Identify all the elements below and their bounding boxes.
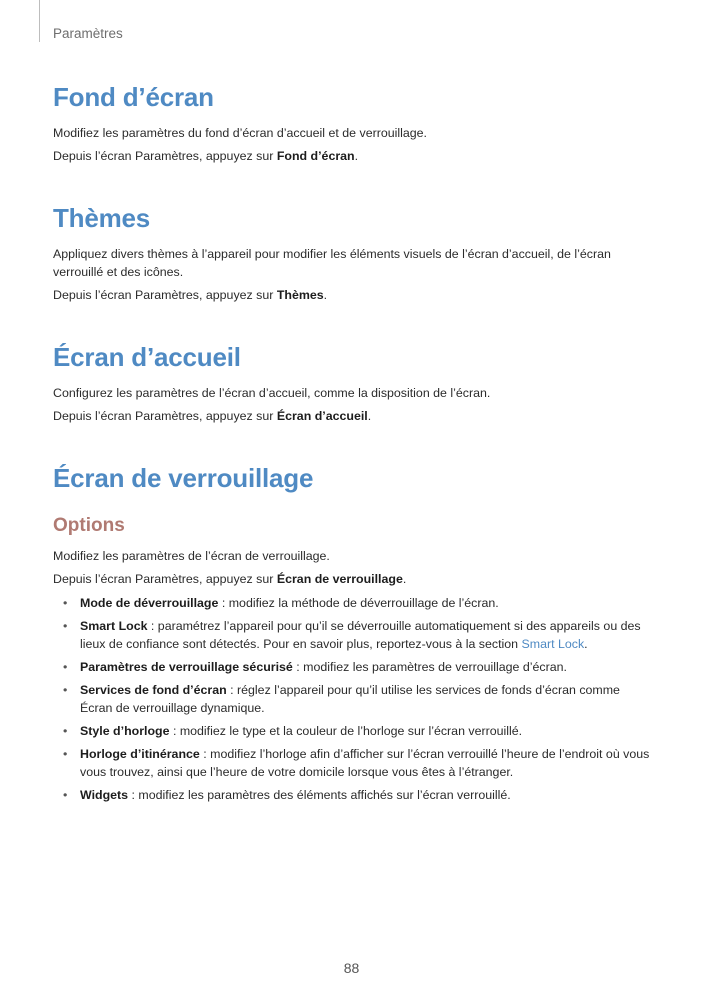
- page-number: 88: [343, 960, 360, 976]
- menu-target: Écran de verrouillage: [276, 572, 403, 586]
- list-item: • Services de fond d’écran : réglez l’appareil pour qu’il utilise les services de fonds d’écran comme Écran de verrouillage dynamique.: [63, 683, 620, 715]
- running-header: Paramètres: [53, 26, 123, 41]
- section-title-themes: Thèmes: [53, 203, 151, 233]
- subsection-title-options: Options: [53, 515, 125, 536]
- smart-lock-link[interactable]: Smart Lock: [521, 637, 585, 651]
- bullet-icon: •: [63, 660, 68, 674]
- list-item: • Smart Lock : paramétrez l’appareil pour qu’il se déverrouille automatiquement si des appareils ou des lieux de confiance sont détectés. Pour en savoir plus, reportez-vous à la section Smart Lock.: [63, 619, 641, 651]
- section-themes: [53, 201, 653, 304]
- section-description: Configurez les paramètres de l’écran d’accueil, comme la disposition de l’écran.: [53, 386, 491, 400]
- navigation-path: Depuis l’écran Paramètres, appuyez sur Fond d’écran.: [53, 149, 359, 163]
- bullet-icon: •: [63, 788, 68, 802]
- bullet-icon: •: [63, 619, 68, 633]
- bullet-icon: •: [63, 724, 68, 738]
- bullet-icon: •: [63, 683, 68, 697]
- navigation-path: Depuis l’écran Paramètres, appuyez sur Thèmes.: [53, 288, 328, 302]
- section-lock-screen: [53, 461, 653, 804]
- list-item: • Mode de déverrouillage : modifiez la méthode de déverrouillage de l’écran.: [63, 596, 499, 610]
- navigation-path: Depuis l’écran Paramètres, appuyez sur Écran de verrouillage.: [53, 572, 407, 586]
- section-title-home-screen: Écran d’accueil: [53, 342, 241, 372]
- options-list: [53, 594, 653, 804]
- section-description: Modifiez les paramètres du fond d’écran d’accueil et de verrouillage.: [53, 126, 427, 140]
- menu-target: Fond d’écran: [276, 149, 355, 163]
- bullet-icon: •: [63, 596, 68, 610]
- section-description: Appliquez divers thèmes à l’appareil pour modifier les éléments visuels de l’écran d’accueil, de l’écran verrouillé et des icônes.: [53, 247, 611, 279]
- section-wallpaper: [53, 80, 653, 165]
- navigation-path: Depuis l’écran Paramètres, appuyez sur Écran d’accueil.: [53, 409, 372, 423]
- list-item: • Widgets : modifiez les paramètres des éléments affichés sur l’écran verrouillé.: [63, 788, 511, 802]
- section-title-lock-screen: Écran de verrouillage: [53, 463, 314, 493]
- list-item: • Style d’horloge : modifiez le type et la couleur de l’horloge sur l’écran verrouillé.: [63, 724, 523, 738]
- menu-target: Écran d’accueil: [276, 409, 368, 423]
- section-home-screen: [53, 340, 653, 425]
- page-content: [53, 80, 653, 826]
- margin-rule: [39, 0, 40, 42]
- section-description: Modifiez les paramètres de l’écran de verrouillage.: [53, 549, 330, 563]
- menu-target: Thèmes: [276, 288, 324, 302]
- list-item: • Horloge d’itinérance : modifiez l’horloge afin d’afficher sur l’écran verrouillé l’heure de l’endroit où vous vous trouvez, ainsi que l’heure de votre domicile lorsque vous êtes à l’étranger.: [63, 747, 650, 779]
- list-item: • Paramètres de verrouillage sécurisé : modifiez les paramètres de verrouillage d’écran.: [63, 660, 567, 674]
- bullet-icon: •: [63, 747, 68, 761]
- section-title-wallpaper: Fond d’écran: [53, 82, 214, 112]
